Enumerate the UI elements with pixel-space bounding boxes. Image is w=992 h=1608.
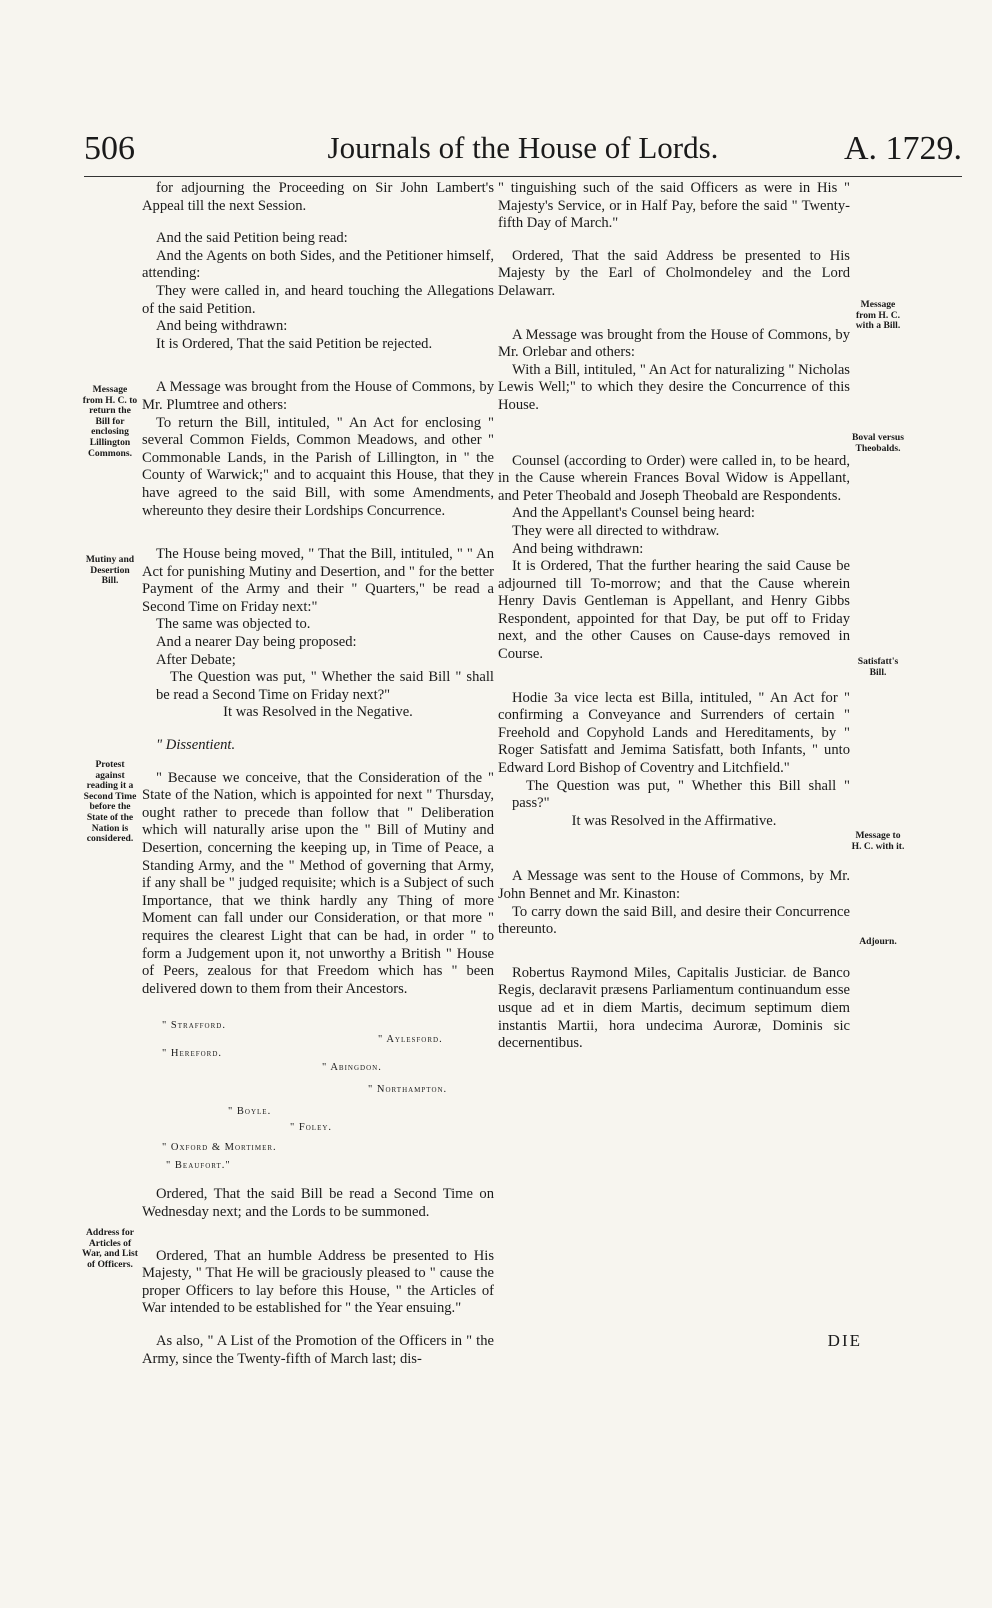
paragraph: Robertus Raymond Miles, Capitalis Justiciar. de Banco Regis, declaravit præsens Parliamentum continuandum esse usque ad et in diem Martis, decimum septimum diem instantis Martii, hora undecima Auroræ, Dominis sic decernentibus. bbox=[498, 964, 850, 1052]
signature: " Oxford & Mortimer. bbox=[162, 1142, 277, 1154]
paragraph: Hodie 3a vice lecta est Billa, intituled, " An Act for " confirming a Conveyance and Surrenders of certain " Freehold and Copyhold Lands and Hereditaments, by " Roger Satisfatt and Jemima Satisfatt, both Infants, " unto Edward Lord Bishop of Coventry and Litchfield." bbox=[498, 689, 850, 777]
paragraph: And being withdrawn: bbox=[156, 318, 288, 335]
signature: " Abingdon. bbox=[322, 1062, 382, 1074]
paragraph: Ordered, That the said Bill be read a Second Time on Wednesday next; and the Lords to be summoned. bbox=[142, 1186, 494, 1220]
paragraph: for adjourning the Proceeding on Sir John Lambert's Appeal till the next Session. bbox=[142, 180, 494, 214]
paragraph: Ordered, That the said Address be presented to His Majesty by the Earl of Cholmondeley and the Lord Delawarr. bbox=[498, 247, 850, 299]
margin-note: Protest against reading it a Second Time before the State of the Nation is considered. bbox=[83, 759, 137, 845]
paragraph: The House being moved, " That the Bill, intituled, " " An Act for punishing Mutiny and Desertion, and " for the better Payment of the Army and their " Quarters," be read a Second Time on Friday next:" bbox=[142, 546, 494, 615]
paragraph: The Question was put, " Whether this Bill shall " pass?" bbox=[512, 777, 850, 812]
paragraph: To carry down the said Bill, and desire their Concurrence thereunto. bbox=[498, 903, 850, 938]
signature: " Northampton. bbox=[368, 1084, 448, 1096]
signature: " Foley. bbox=[290, 1122, 333, 1134]
paragraph: The same was objected to. bbox=[156, 616, 311, 633]
catchword: DIE bbox=[827, 1331, 862, 1350]
paragraph: Ordered, That an humble Address be presented to His Majesty, " That He will be graciously pleased to " cause the proper Officers to lay before this House, " the Articles of War intended to be established for " the Year ensuing." bbox=[142, 1247, 494, 1317]
paragraph: " tinguishing such of the said Officers as were in His " Majesty's Service, or in Half Pay, before the said " Twenty-fifth Day of March." bbox=[498, 180, 850, 232]
paragraph: " Dissentient. bbox=[156, 737, 236, 754]
paragraph: With a Bill, intituled, " An Act for naturalizing " Nicholas Lewis Well;" to which they desire the Concurrence of this House. bbox=[498, 361, 850, 413]
paragraph: The Question was put, " Whether the said Bill " shall be read a Second Time on Friday next?" bbox=[156, 669, 494, 703]
margin-note: Adjourn. bbox=[859, 936, 897, 947]
paragraph: Counsel (according to Order) were called in, to be heard, in the Cause wherein Frances Boval Widow is Appellant, and Peter Theobald and Joseph Theobald are Respondents. bbox=[498, 452, 850, 504]
paragraph: And the Appellant's Counsel being heard: bbox=[512, 505, 755, 522]
paragraph: It is Ordered, That the further hearing the said Cause be adjourned till To-morrow; and that the Cause wherein Henry Davis Gentleman is Appellant, and Henry Gibbs Respondent, appointed for that Day, be put off to Friday next, and the other Causes on Cause-days removed in Course. bbox=[498, 558, 850, 663]
margin-note: Message from H. C. to return the Bill for enclosing Lillington Commons. bbox=[82, 384, 138, 459]
margin-note: Satisfatt's Bill. bbox=[857, 656, 899, 678]
paragraph: And being withdrawn: bbox=[512, 540, 644, 557]
paragraph: They were called in, and heard touching the Allegations of the said Petition. bbox=[142, 282, 494, 317]
page-number: 506 bbox=[84, 130, 135, 167]
paragraph: And the Agents on both Sides, and the Petitioner himself, attending: bbox=[142, 247, 494, 282]
signature: " Boyle. bbox=[228, 1106, 272, 1118]
page-year: A. 1729. bbox=[843, 130, 962, 167]
paragraph: A Message was brought from the House of Commons, by Mr. Plumtree and others: bbox=[142, 379, 494, 413]
paragraph: They were all directed to withdraw. bbox=[512, 522, 720, 539]
page-header bbox=[84, 130, 962, 174]
paragraph: A Message was sent to the House of Commons, by Mr. John Bennet and Mr. Kinaston: bbox=[498, 868, 850, 902]
margin-note: Message from H. C. with a Bill. bbox=[855, 299, 901, 332]
signature: " Aylesford. bbox=[378, 1034, 443, 1046]
paragraph: " Because we conceive, that the Consideration of the " State of the Nation, which is appointed for next " Thursday, ought rather to precede than follow that " Deliberation which will naturally arise upon the " Bill of Mutiny and Desertion, concerning the keeping up, in Time of Peace, a Standing Army, and the " Method of governing that Army, if any shall be " judged requisite; which is a Subject of such Importance, that we think hardly any Thing of more Moment can fall under our Consideration, or that more " requires the clearest Light that can be had, in order " to form a Judgement upon it, not unworthy a British " House of Peers, zealous for that Freedom which has " been delivered down to them from their Ancestors. bbox=[142, 769, 494, 997]
header-rule bbox=[84, 176, 962, 177]
paragraph: And a nearer Day being proposed: bbox=[156, 634, 357, 651]
margin-note: Mutiny and Desertion Bill. bbox=[85, 554, 135, 587]
signature: " Beaufort." bbox=[166, 1160, 231, 1172]
margin-note: Message to H. C. with it. bbox=[851, 830, 905, 852]
signature: " Strafford. bbox=[162, 1020, 226, 1032]
signature: " Hereford. bbox=[162, 1048, 223, 1060]
paragraph: After Debate; bbox=[156, 651, 236, 668]
paragraph: It was Resolved in the Affirmative. bbox=[571, 812, 777, 829]
page-title: Journals of the House of Lords. bbox=[327, 130, 719, 165]
paragraph: As also, " A List of the Promotion of the Officers in " the Army, since the Twenty-fifth of March last; dis- bbox=[142, 1332, 494, 1367]
paragraph: To return the Bill, intituled, " An Act for enclosing " several Common Fields, Common Meadows, and other " Commonable Lands, in the Parish of Lillington, in " the County of Warwick;" and to acquaint this House, that they have agreed to the said Bill, with some Amendments, whereunto they desire their Lordships Concurrence. bbox=[142, 414, 494, 519]
margin-note: Address for Articles of War, and List of Officers. bbox=[82, 1227, 138, 1270]
paragraph: It is Ordered, That the said Petition be rejected. bbox=[156, 335, 433, 352]
left-column bbox=[142, 180, 494, 1368]
paragraph: A Message was brought from the House of Commons, by Mr. Orlebar and others: bbox=[498, 326, 850, 361]
right-column bbox=[498, 180, 850, 1053]
margin-note: Boval versus Theobalds. bbox=[852, 432, 904, 454]
signature-block bbox=[142, 1013, 494, 1171]
paragraph: And the said Petition being read: bbox=[156, 230, 348, 247]
paragraph: It was Resolved in the Negative. bbox=[223, 704, 413, 721]
